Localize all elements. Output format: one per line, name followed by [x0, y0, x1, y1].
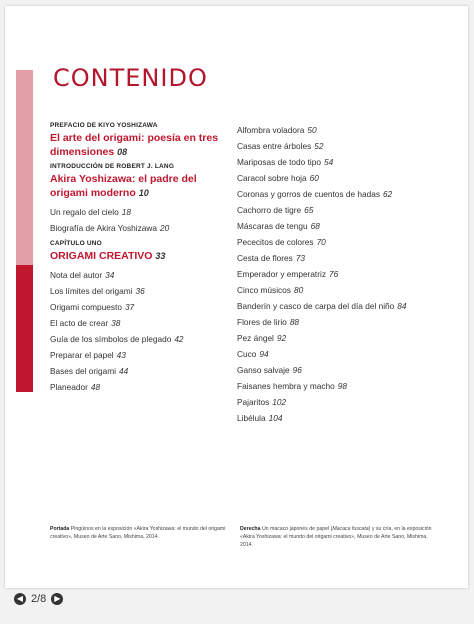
toc-entry-title: Nota del autor: [50, 270, 103, 280]
toc-entry-page: 80: [293, 285, 304, 295]
toc-entry[interactable]: [50, 220, 235, 236]
toc-entry-page: 50: [307, 125, 317, 135]
toc-entry[interactable]: [237, 298, 462, 314]
toc-entry-title: Los límites del origami: [50, 286, 133, 296]
toc-entry-page: 88: [289, 317, 300, 327]
page-navigation: [14, 593, 63, 605]
toc-entry-page: 38: [111, 318, 121, 328]
toc-entry[interactable]: [50, 331, 235, 347]
intro-entries: [50, 204, 235, 236]
toc-entry[interactable]: [50, 283, 235, 299]
chapter-page: 33: [155, 251, 166, 261]
toc-entry-page: 52: [314, 141, 324, 151]
toc-entry-title: Pajaritos: [237, 397, 270, 407]
chapter-label: CAPÍTULO UNO: [50, 240, 102, 247]
arrow-left-circle-icon[interactable]: ◀: [14, 593, 26, 605]
arrow-right-circle-icon[interactable]: ▶: [51, 593, 63, 605]
toc-entry-title: Bases del origami: [50, 366, 116, 376]
toc-entry[interactable]: [237, 202, 462, 218]
toc-entry-title: Biografía de Akira Yoshizawa: [50, 223, 158, 233]
toc-entry-page: 44: [118, 366, 129, 376]
toc-entry-page: 94: [259, 349, 269, 359]
toc-entry-title: Origami compuesto: [50, 302, 122, 312]
caption-right: Derecha Un macaco japonés de papel (Macaca fuscata) y su cría, en la exposición «Akira Yoshizawa: el mundo del origami creativo», Museo de Arte Sano, Mishima, 2014.: [240, 526, 432, 548]
toc-entry-title: El acto de crear: [50, 318, 109, 328]
toc-entry[interactable]: [237, 314, 462, 330]
toc-entry[interactable]: [50, 379, 235, 395]
toc-entry-page: 104: [268, 413, 283, 423]
document-page: [5, 6, 468, 588]
toc-entry[interactable]: [237, 266, 462, 282]
toc-entry[interactable]: [237, 218, 462, 234]
toc-entry-page: 68: [310, 221, 320, 231]
caption-left: Portada Pingüinos en la exposición «Akira Yoshizawa: el mundo del origami creativo», Museo de Arte Sano, Mishima, 2014.: [50, 526, 226, 540]
preface-label: PREFACIO DE KIYO YOSHIZAWA: [50, 122, 158, 129]
toc-entry-page: 92: [276, 333, 287, 343]
toc-entry-page: 20: [160, 223, 170, 233]
toc-entry-page: 84: [397, 301, 407, 311]
toc-entry[interactable]: [237, 330, 462, 346]
intro-page: 10: [138, 188, 149, 198]
toc-entry[interactable]: [50, 299, 235, 315]
toc-entry-page: 65: [304, 205, 314, 215]
toc-entry[interactable]: [237, 410, 462, 426]
toc-entry-page: 96: [292, 365, 302, 375]
toc-entry[interactable]: [237, 138, 462, 154]
accent-bar-light: [16, 70, 33, 265]
toc-entry-title: Planeador: [50, 382, 88, 392]
toc-entry-page: 70: [316, 237, 326, 247]
toc-entry-title: Cachorro de tigre: [237, 205, 302, 215]
accent-bar-dark: [16, 265, 33, 392]
toc-entry-title: Cuco: [237, 349, 257, 359]
toc-entry-page: 43: [116, 350, 126, 360]
toc-left-column: [50, 122, 235, 395]
toc-entry[interactable]: [50, 315, 235, 331]
chapter-entries: [50, 267, 235, 395]
toc-entry[interactable]: [50, 267, 235, 283]
right-entries: [237, 122, 462, 426]
toc-entry-page: 76: [329, 269, 339, 279]
toc-entry-title: Banderín y casco de carpa del día del niño: [237, 301, 395, 311]
toc-entry[interactable]: [237, 122, 462, 138]
toc-entry[interactable]: [237, 394, 462, 410]
toc-entry-title: Alfombra voladora: [237, 125, 305, 135]
toc-entry-title: Mariposas de todo tipo: [237, 157, 321, 167]
toc-entry-title: Ganso salvaje: [237, 365, 290, 375]
toc-entry[interactable]: [237, 234, 462, 250]
toc-entry-title: Flores de lirio: [237, 317, 287, 327]
toc-entry[interactable]: [237, 170, 462, 186]
toc-entry[interactable]: [237, 186, 462, 202]
toc-entry[interactable]: [237, 362, 462, 378]
toc-entry[interactable]: [237, 250, 462, 266]
toc-entry-page: 54: [323, 157, 334, 167]
toc-entry-page: 62: [382, 189, 393, 199]
toc-entry[interactable]: [50, 347, 235, 363]
preface-title: El arte del origami: poesía en tres dimensiones 08: [50, 132, 219, 158]
intro-title: Akira Yoshizawa: el padre del origami moderno 10: [50, 173, 197, 199]
preface-page: 08: [117, 147, 128, 157]
toc-entry[interactable]: [237, 346, 462, 362]
toc-entry-title: Pez ángel: [237, 333, 274, 343]
toc-entry[interactable]: [50, 204, 235, 220]
toc-entry-title: Casas entre árboles: [237, 141, 312, 151]
toc-entry[interactable]: [237, 378, 462, 394]
toc-entry-page: 98: [337, 381, 347, 391]
toc-entry-title: Coronas y gorros de cuentos de hadas: [237, 189, 380, 199]
toc-right-column: [237, 122, 462, 426]
toc-entry-title: Cinco músicos: [237, 285, 291, 295]
toc-entry-title: Guía de los símbolos de plegado: [50, 334, 172, 344]
toc-entry-title: Libélula: [237, 413, 266, 423]
page-title: CONTENIDO: [53, 64, 208, 92]
toc-entry-title: Caracol sobre hoja: [237, 173, 307, 183]
toc-entry-title: Pececitos de colores: [237, 237, 314, 247]
page-indicator: 2/8: [31, 593, 47, 605]
toc-entry-page: 60: [309, 173, 319, 183]
toc-entry-title: Un regalo del cielo: [50, 207, 119, 217]
toc-entry-page: 18: [121, 207, 131, 217]
toc-entry-title: Faisanes hembra y macho: [237, 381, 335, 391]
toc-entry-title: Cesta de flores: [237, 253, 293, 263]
toc-entry[interactable]: [237, 282, 462, 298]
toc-entry-page: 42: [174, 334, 184, 344]
toc-entry-page: 37: [124, 302, 135, 312]
toc-entry[interactable]: [50, 363, 235, 379]
intro-label: INTRODUCCIÓN DE ROBERT J. LANG: [50, 163, 175, 170]
toc-entry-page: 34: [105, 270, 115, 280]
toc-entry-title: Máscaras de tengu: [237, 221, 308, 231]
toc-entry-page: 102: [272, 397, 287, 407]
toc-entry-page: 73: [295, 253, 306, 263]
chapter-title: ORIGAMI CREATIVO 33: [50, 250, 166, 262]
toc-entry-page: 36: [135, 286, 145, 296]
toc-entry[interactable]: [237, 154, 462, 170]
toc-entry-page: 48: [90, 382, 101, 392]
toc-entry-title: Preparar el papel: [50, 350, 114, 360]
toc-entry-title: Emperador y emperatriz: [237, 269, 326, 279]
